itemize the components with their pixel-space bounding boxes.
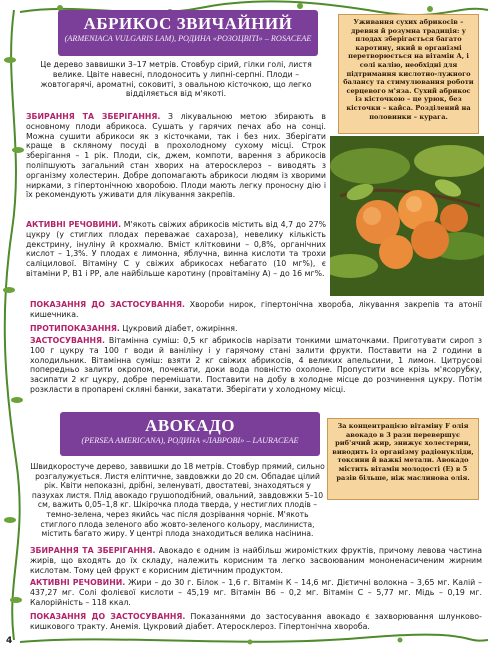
avocado-active-paragraph — [30, 578, 482, 607]
apricot-use-heading: ЗАСТОСУВАННЯ. — [30, 336, 105, 345]
vine-decoration-bottom — [0, 632, 490, 650]
avocado-indications-heading: ПОКАЗАННЯ ДО ЗАСТОСУВАННЯ. — [30, 612, 186, 621]
avocado-latin-family: (PERSEA AMERICANA), РОДИНА «ЛАВРОВІ» – LAURACEAE — [81, 436, 299, 445]
avocado-title-banner — [60, 412, 320, 456]
apricot-harvest-heading: ЗБИРАННЯ ТА ЗБЕРІГАННЯ. — [26, 112, 161, 121]
avocado-indications-paragraph — [30, 612, 482, 632]
apricot-use-text: Вітамінна суміш: 0,5 кг абрикосів нарізати тонкими шматочками. Приготувати сироп з 100 г цукру та 100 г води й ваніліну і у гарячому стані залити фрукти. Поставити на 2 години в холодильник. Вітамінна суміш: взяти 2 кг свіжих абрикосів, 4 великих апельсини, 1 лимон. Цитрусові попередньо залити окропом, почекати, доки вода повністю охолоне. Пропустити все крізь м'ясорубку, засипати 2 кг цукру, добре перемішати. Поставити на добу в холодне місце до розчинення цукру. Потім розкласти в пропарені скляні банки, закатати. Зберігати у холодному місці. — [30, 336, 482, 394]
apricot-active-paragraph — [26, 220, 326, 279]
apricot-use-paragraph — [30, 336, 482, 395]
page-number: 4 — [6, 636, 13, 646]
apricot-tip-box: Уживання сухих абрикосів – древня й розумна традиція: у плодах зберігається багато каротину, який в організмі перетворюється на вітамін А, і солі калію, необхідні для підтримання кислотно-лужного балансу та стимулювання роботи серцевого м'яза. Сухий абрикос із кісточкою – це урюк, без кісточки – кайса. Розділений на половинки – курага. — [338, 14, 479, 134]
apricot-title-banner — [58, 10, 318, 56]
avocado-tip-box: За концентрацією вітаміну F олія авокадо в 3 рази перевершує риб'ячий жир, знижує холестерин, виводить із організму радіонукліди, токсини й важкі метали. Авокадо містить вітамін молодості (Е) в 5 разів більше, ніж маслинова олія. — [327, 418, 479, 500]
apricot-title: АБРИКОС ЗВИЧАЙНИЙ — [83, 14, 293, 33]
apricot-contra-paragraph — [30, 324, 482, 334]
apricot-harvest-text: З лікувальною метою збирають в основному плоди абрикоса. Сушать у гарячих печах або на сонці. Можна сушити абрикоси як з кісточками, так і без них. Зберігати краще в скляному посуді в прохолодному сухому місці. Строк зберігання – 1 рік. Плоди, сік, джем, компоти, варення з абрикосів поліпшують загальний стан хворих на атеросклероз – виводять з організму холестерин. Добре допомагають абрикоси людям із хворими нирками, з гіпертонічною хворобою. Плоди мають легку проносну дію і їх рекомендують уживати для лікування закрепів. — [26, 112, 326, 200]
avocado-harvest-heading: ЗБИРАННЯ ТА ЗБЕРІГАННЯ. — [30, 546, 156, 555]
apricot-photo — [330, 136, 484, 296]
apricot-harvest-paragraph — [26, 112, 326, 200]
avocado-title: АВОКАДО — [145, 416, 235, 435]
avocado-harvest-paragraph — [30, 546, 482, 575]
avocado-active-text: Жири – до 30 г. Білок – 1,6 г. Вітамін К – 14,6 мг. Дієтичні волокна – 3,65 мг. Калій – 437,27 мг. Солі фолієвої кислоти – 45,19 мг. Вітамін В6 – 0,2 мг. Вітамін С – 5,77 мг. Мідь – 0,19 мг. Калорійність – 118 ккал. — [30, 578, 482, 607]
apricot-active-text: М'якоть свіжих абрикосів містить від 4,7 до 27% цукру (у стиглих плодах переважає сахароза), невелику кількість декстрину, інуліну й крохмалю. Вміст клітковини – 0,8%, органічних кислот – 1,3%. У плодах є лимонна, яблучна, винна кислоти та трохи саліцилової. Вітаміну С у свіжих абрикосах небагато (10 мг%), є вітаміни Р, В1 і РР, але найбільше каротину (провітаміну А) – до 16 мг%. — [26, 220, 326, 278]
avocado-active-heading: АКТИВНІ РЕЧОВИНИ. — [30, 578, 126, 587]
avocado-harvest-text: Авокадо є одним із найбільш жиромістких фруктів, причому левова частина жирів, що входять до їх складу, належить корисним та легко засвоюваним мононенасиченим жирним кислотам. Тому цей фрукт є корисним дієтичним продуктом. — [30, 546, 482, 575]
apricot-indications-text: Хвороби нирок, гіпертонічна хвороба, лікування закрепів та атонії кишечника. — [30, 300, 482, 319]
apricot-latin-family: (ARMENIACA VULGARIS LAM), РОДИНА «РОЗОЦВІТІ» – ROSACEAE — [64, 34, 312, 43]
apricot-indications-heading: ПОКАЗАННЯ ДО ЗАСТОСУВАННЯ. — [30, 300, 185, 309]
apricot-intro: Це дерево заввишки 3–17 метрів. Стовбур сірий, гілки голі, листя велике. Цвіте навесні, плодоносить у липні-серпні. Плоди – жовтогарячі, ароматні, соковиті, з овальною кісточкою, що легко відділяється від м'якоті. — [40, 60, 312, 99]
apricot-contra-text: Цукровий діабет, ожиріння. — [119, 324, 238, 333]
apricot-indications-paragraph — [30, 300, 482, 320]
avocado-indications-text: Показаннями до застосування авокадо є захворювання шлунково-кишкового тракту. Анемія. Цукровий діабет. Атеросклероз. Гіпертонічна хвороба. — [30, 612, 482, 631]
apricot-contra-heading: ПРОТИПОКАЗАННЯ. — [30, 324, 120, 333]
apricot-illustration — [330, 136, 484, 296]
avocado-intro: Швидкоростуче дерево, заввишки до 18 метрів. Стовбур прямий, сильно розгалужується. Листя еліптичне, завдовжки до 20 см. Обпадає цілий рік. Квіти непоказні, дрібні, зеленуваті, двостатеві, знаходяться у пазухах листя. Плід авокадо грушоподібний, овальний, завдовжки 5–10 см, важить 0,05–1,8 кг. Шкірочка плода тверда, у нестиглих плодів – темно-зелена, через якийсь час після дозрівання чорніє. М'якоть стиглого плода зеленого або жовто-зеленого кольору, маслиниста, містить багато жиру. У центрі плода знаходиться велика насінина. — [30, 462, 325, 539]
apricot-active-heading: АКТИВНІ РЕЧОВИНИ. — [26, 220, 122, 229]
